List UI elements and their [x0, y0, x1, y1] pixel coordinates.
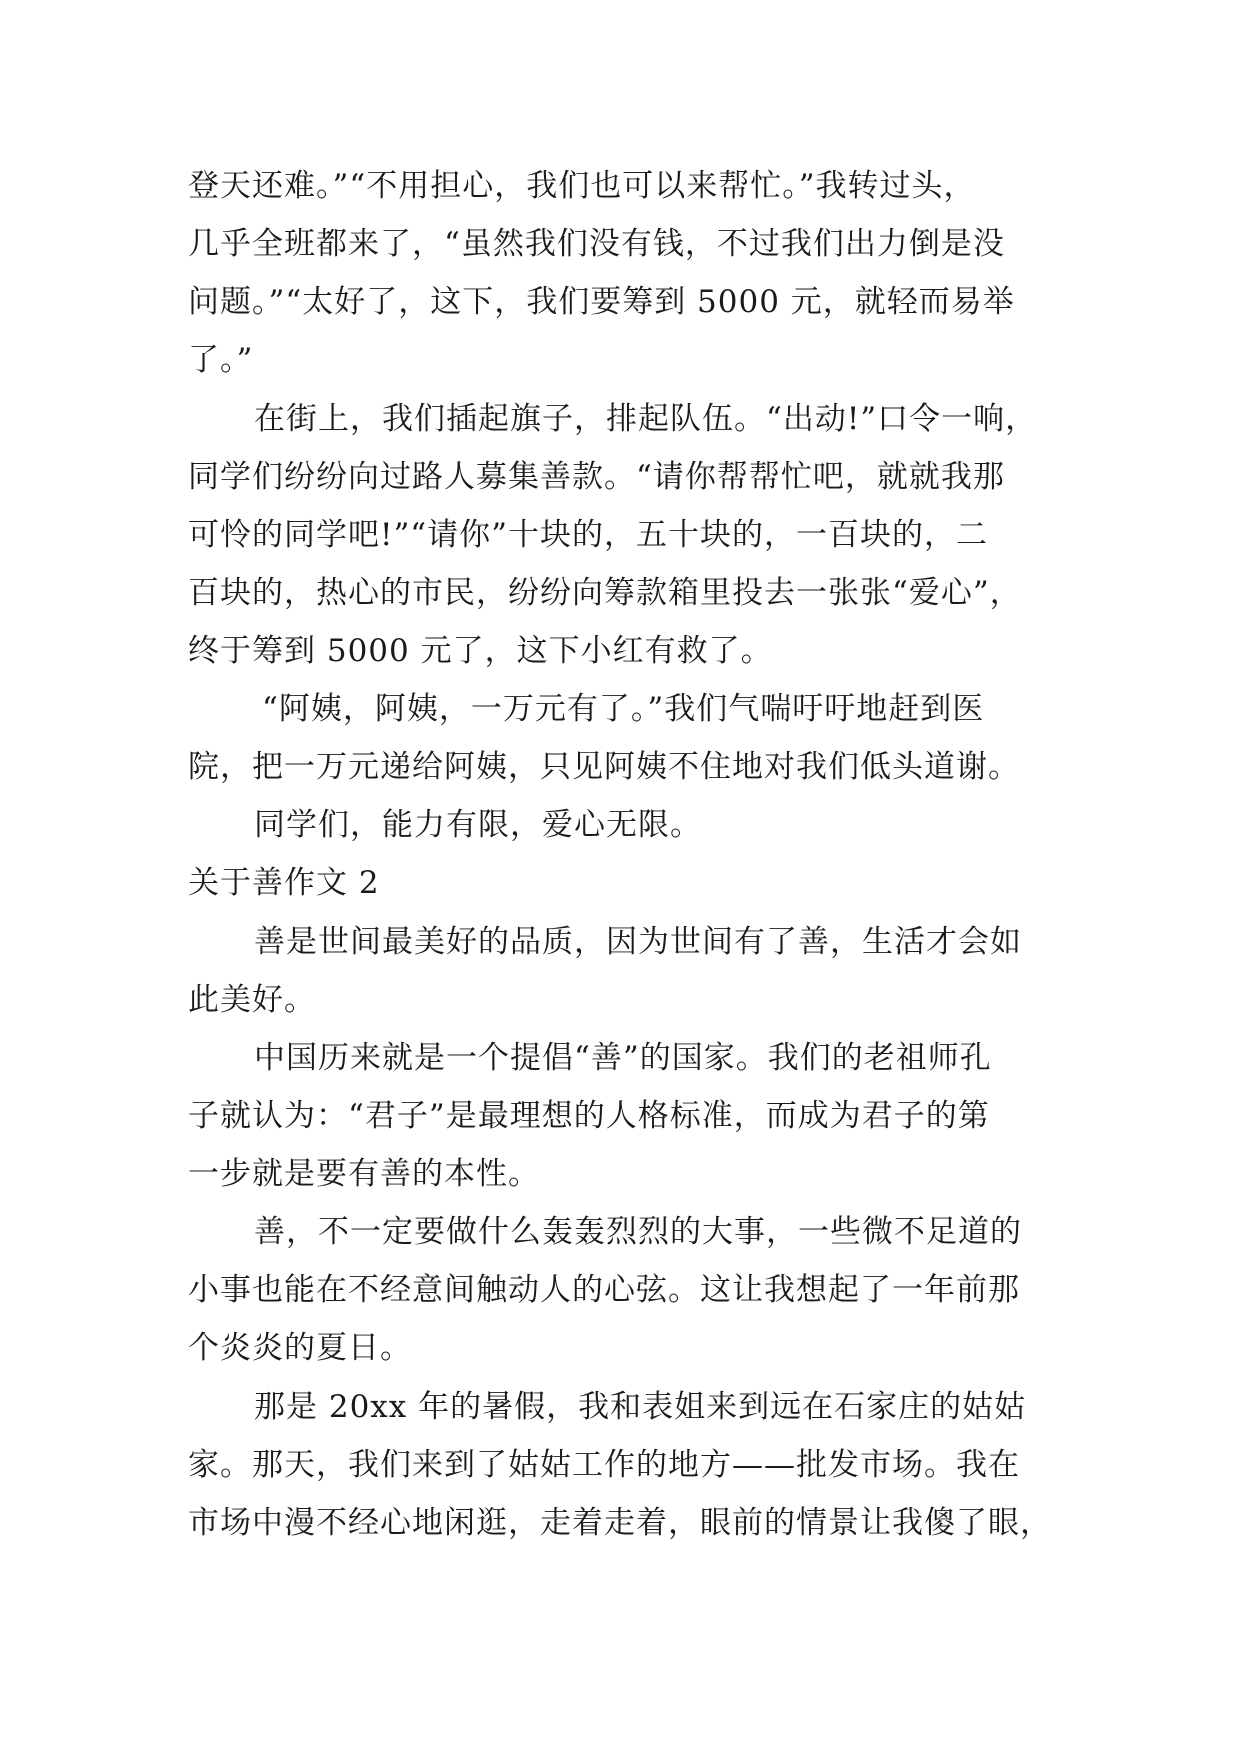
paragraph-first-line: “阿姨，阿姨，一万元有了。”我们气喘吁吁地赶到医 — [262, 691, 985, 727]
text-line: 一步就是要有善的本性。 — [188, 1156, 540, 1192]
text-line: 同学们纷纷向过路人募集善款。“请你帮帮忙吧，就就我那 — [188, 459, 1005, 495]
paragraph-first-line: 中国历来就是一个提倡“善”的国家。我们的老祖师孔 — [254, 1040, 992, 1076]
text-line: 小事也能在不经意间触动人的心弦。这让我想起了一年前那 — [188, 1272, 1020, 1308]
text-line: 百块的，热心的市民，纷纷向筹款箱里投去一张张“爱心”， — [188, 575, 1022, 611]
text-line: 几乎全班都来了，“虽然我们没有钱，不过我们出力倒是没 — [188, 226, 1005, 262]
text-line: 问题。”“太好了，这下，我们要筹到 5000 元，就轻而易举 — [188, 284, 1015, 320]
text-line: 院，把一万元递给阿姨，只见阿姨不住地对我们低头道谢。 — [188, 749, 1020, 785]
text-line: 可怜的同学吧!”“请你”十块的，五十块的，一百块的，二 — [188, 517, 988, 553]
text-line: 登天还难。”“不用担心，我们也可以来帮忙。”我转过头， — [188, 168, 976, 204]
text-line: 市场中漫不经心地闲逛，走着走着，眼前的情景让我傻了眼， — [188, 1505, 1052, 1541]
paragraph-first-line: 在街上，我们插起旗子，排起队伍。“出动!”口令一响， — [254, 401, 1038, 437]
text-line: 个炎炎的夏日。 — [188, 1330, 412, 1366]
text-line: 终于筹到 5000 元了，这下小红有救了。 — [188, 633, 773, 669]
text-line: 子就认为：“君子”是最理想的人格标准，而成为君子的第 — [188, 1098, 990, 1134]
paragraph-first-line: 那是 20xx 年的暑假，我和表姐来到远在石家庄的姑姑 — [254, 1389, 1027, 1425]
text-line: 了。” — [188, 342, 254, 378]
text-line: 家。那天，我们来到了姑姑工作的地方——批发市场。我在 — [188, 1447, 1020, 1483]
paragraph-first-line: 善是世间最美好的品质，因为世间有了善，生活才会如 — [254, 924, 1022, 960]
paragraph-first-line: 同学们，能力有限，爱心无限。 — [254, 807, 702, 843]
section-heading: 关于善作文 2 — [188, 865, 380, 901]
paragraph-first-line: 善，不一定要做什么轰轰烈烈的大事，一些微不足道的 — [254, 1214, 1022, 1250]
text-line: 此美好。 — [188, 982, 316, 1018]
